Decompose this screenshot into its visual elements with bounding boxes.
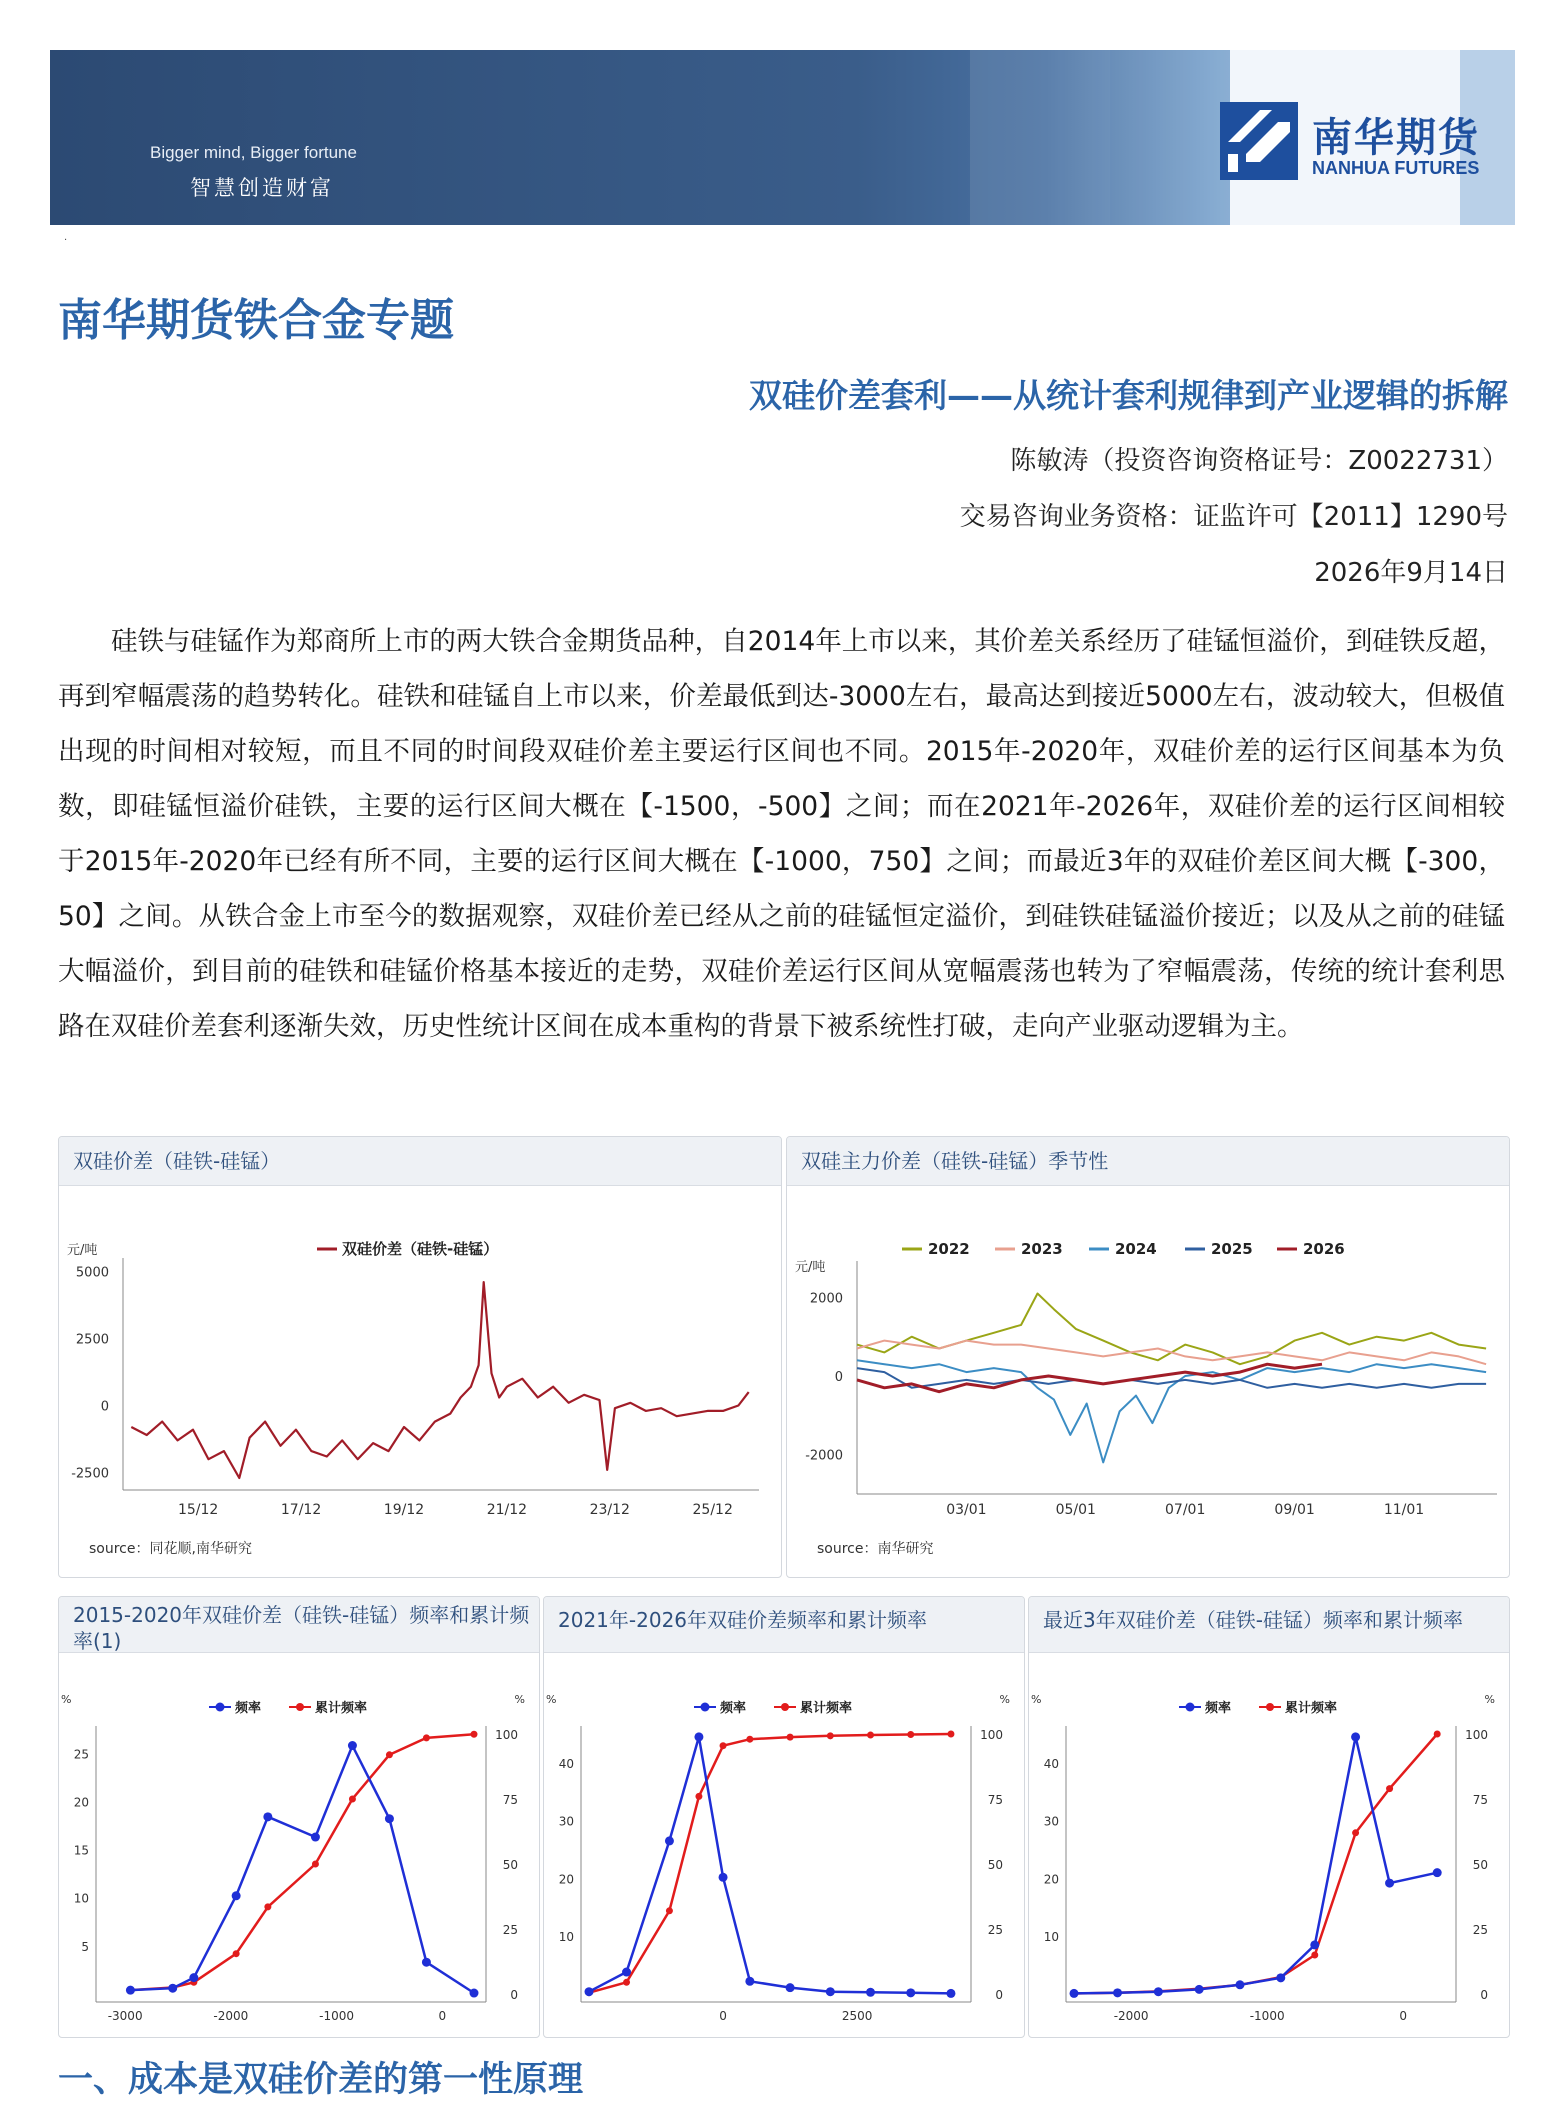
series-line-cumulative	[1074, 1734, 1437, 1994]
point-frequency	[422, 1958, 431, 1967]
point-frequency	[1070, 1989, 1079, 1998]
x-tick-label: 11/01	[1383, 1502, 1425, 1518]
point-cumulative	[787, 1734, 794, 1741]
y2-tick-label: 25	[502, 1923, 518, 1937]
point-frequency	[189, 1973, 198, 1982]
y-axis-label: 元/吨	[795, 1260, 826, 1275]
legend-label: 2022	[928, 1240, 970, 1258]
point-cumulative	[386, 1751, 393, 1758]
point-frequency	[470, 1989, 479, 1998]
y-tick-label: 0	[100, 1399, 109, 1415]
slogan-chinese: 智慧创造财富	[190, 176, 334, 200]
y-tick-label: 25	[73, 1747, 89, 1762]
point-frequency	[1235, 1980, 1244, 1989]
point-frequency	[126, 1986, 135, 1995]
x-tick-label: -2000	[1113, 2009, 1149, 2023]
legend-label: 累计频率	[1285, 1701, 1338, 1716]
legend-marker	[701, 1703, 710, 1712]
legend-marker	[296, 1703, 304, 1711]
legend-label: 2026	[1303, 1240, 1345, 1258]
chart-source: source：南华研究	[817, 1541, 934, 1557]
y-tick-label: 10	[73, 1891, 89, 1906]
y-tick-label: 40	[1043, 1756, 1059, 1771]
chart-title: 双硅主力价差（硅铁-硅锰）季节性	[787, 1137, 1509, 1186]
report-date: 2026年9月14日	[1314, 558, 1508, 588]
y-tick-label: 30	[1043, 1814, 1059, 1829]
y-tick-label: 10	[558, 1930, 574, 1945]
series-line-cumulative	[589, 1734, 951, 1993]
nanhua-logo-icon	[1220, 102, 1298, 180]
section-heading: 一、成本是双硅价差的第一性原理	[58, 2060, 584, 2100]
y2-tick-label: 75	[502, 1793, 518, 1807]
y-tick-label: 10	[1043, 1930, 1059, 1945]
x-tick-label: 0	[438, 2009, 447, 2023]
point-cumulative	[746, 1736, 753, 1743]
report-title: 双硅价差套利——从统计套利规律到产业逻辑的拆解	[749, 376, 1508, 415]
point-frequency	[1385, 1879, 1394, 1888]
report-series-title: 南华期货铁合金专题	[58, 295, 454, 346]
series-line-2022	[857, 1294, 1486, 1365]
point-frequency	[385, 1814, 394, 1823]
point-cumulative	[423, 1734, 430, 1741]
x-tick-label: -3000	[107, 2009, 143, 2023]
banner-stripe	[970, 50, 1110, 225]
y2-tick-label: 100	[980, 1728, 1003, 1742]
y-tick-label: 20	[73, 1795, 89, 1810]
y-axis-label: 元/吨	[67, 1243, 98, 1258]
seasonal-chart	[787, 1186, 1509, 1576]
freq-chart-recent-3y	[1029, 1654, 1509, 2036]
y2-tick-label: 0	[995, 1988, 1003, 2002]
y2-axis-label: %	[514, 1693, 525, 1706]
logo-text-english: NANHUA FUTURES	[1312, 158, 1480, 178]
chart-panel-spread	[58, 1136, 782, 1578]
body-paragraph-block	[58, 614, 1505, 1054]
point-frequency	[348, 1741, 357, 1750]
y-tick-label: 20	[1043, 1872, 1059, 1887]
point-frequency	[665, 1836, 674, 1845]
point-frequency	[1433, 1868, 1442, 1877]
point-frequency	[786, 1983, 795, 1992]
chart-panel-freq-2021-2026	[543, 1596, 1025, 2038]
point-cumulative	[695, 1793, 702, 1800]
banner-stripe	[1110, 50, 1230, 225]
point-frequency	[1113, 1988, 1122, 1997]
x-tick-label: -2000	[213, 2009, 249, 2023]
x-tick-label: 0	[719, 2009, 727, 2023]
legend-label: 累计频率	[315, 1701, 368, 1716]
y-tick-label: 20	[558, 1872, 574, 1887]
y2-tick-label: 25	[1472, 1923, 1488, 1937]
chart-panel-freq-2015-2020	[58, 1596, 540, 2038]
y-tick-label: -2500	[71, 1466, 109, 1482]
x-tick-label: 09/01	[1274, 1502, 1315, 1518]
point-frequency	[232, 1891, 241, 1900]
point-frequency	[585, 1987, 594, 1996]
y2-tick-label: 75	[987, 1793, 1003, 1807]
y-tick-label: 40	[558, 1756, 574, 1771]
point-cumulative	[1311, 1952, 1318, 1959]
y2-axis-label: %	[1484, 1693, 1495, 1706]
x-tick-label: 25/12	[692, 1502, 733, 1518]
y-tick-label: 30	[558, 1814, 574, 1829]
x-tick-label: 19/12	[383, 1502, 425, 1518]
point-frequency	[719, 1873, 728, 1882]
series-line-2023	[857, 1341, 1486, 1365]
point-frequency	[866, 1988, 875, 1997]
point-frequency	[1276, 1973, 1285, 1982]
chart-title: 2021年-2026年双硅价差频率和累计频率	[544, 1597, 1024, 1653]
y-axis-label: %	[546, 1693, 557, 1706]
point-cumulative	[947, 1731, 954, 1738]
y-axis-label: %	[1031, 1693, 1042, 1706]
y-tick-label: -2000	[805, 1448, 843, 1464]
x-tick-label: 15/12	[177, 1502, 219, 1518]
point-cumulative	[720, 1742, 727, 1749]
y2-tick-label: 75	[1472, 1793, 1488, 1807]
point-cumulative	[827, 1732, 834, 1739]
y2-tick-label: 50	[987, 1858, 1003, 1872]
point-cumulative	[1352, 1829, 1359, 1836]
freq-chart-2021-2026	[544, 1654, 1024, 2036]
x-tick-label: -1000	[1249, 2009, 1285, 2023]
point-cumulative	[1434, 1731, 1441, 1738]
series-line-2024	[857, 1360, 1486, 1462]
point-frequency	[826, 1987, 835, 1996]
legend-label: 2025	[1211, 1240, 1253, 1258]
y2-tick-label: 100	[1465, 1728, 1488, 1742]
legend-label: 频率	[720, 1701, 747, 1716]
chart-panel-seasonal	[786, 1136, 1510, 1578]
slogan-english: Bigger mind, Bigger fortune	[150, 143, 357, 162]
y2-tick-label: 50	[502, 1858, 518, 1872]
series-line-2026	[857, 1364, 1322, 1392]
author-line: 陈敏涛（投资咨询资格证号：Z0022731）	[1010, 446, 1508, 476]
x-tick-label: 07/01	[1165, 1502, 1206, 1518]
legend-marker	[1266, 1703, 1274, 1711]
y-tick-label: 5	[81, 1939, 89, 1954]
y2-tick-label: 100	[495, 1728, 518, 1742]
y-tick-label: 5000	[75, 1265, 109, 1281]
legend-marker	[216, 1703, 225, 1712]
point-cumulative	[666, 1907, 673, 1914]
series-line-frequency	[1074, 1737, 1437, 1994]
point-frequency	[622, 1968, 631, 1977]
point-frequency	[1154, 1987, 1163, 1996]
chart-title: 双硅价差（硅铁-硅锰）	[59, 1137, 781, 1186]
logo-text-chinese: 南华期货	[1312, 115, 1480, 161]
point-cumulative	[1386, 1785, 1393, 1792]
legend-label: 频率	[1205, 1701, 1232, 1716]
legend-marker	[781, 1703, 789, 1711]
series-line-spread	[131, 1282, 748, 1478]
page-dot: .	[64, 232, 68, 243]
point-cumulative	[312, 1861, 319, 1868]
point-frequency	[168, 1984, 177, 1993]
legend-label: 2023	[1021, 1240, 1063, 1258]
x-tick-label: 03/01	[946, 1502, 987, 1518]
header-banner	[50, 50, 1515, 225]
point-frequency	[1310, 1940, 1319, 1949]
y-tick-label: 2000	[809, 1291, 843, 1307]
body-paragraph: 硅铁与硅锰作为郑商所上市的两大铁合金期货品种，自2014年上市以来，其价差关系经历了硅锰恒溢价，到硅铁反超，再到窄幅震荡的趋势转化。硅铁和硅锰自上市以来，价差最低到达-3000左右，最高达到接近5000左右，波动较大，但极值出现的时间相对较短，而且不同的时间段双硅价差主要运行区间也不同。2015年-2020年，双硅价差的运行区间基本为负数，即硅锰恒溢价硅铁，主要的运行区间大概在【-1500，-500】之间；而在2021年-2026年，双硅价差的运行区间相较于2015年-2020年已经有所不同，主要的运行区间大概在【-1000，750】之间；而最近3年的双硅价差区间大概【-300，50】之间。从铁合金上市至今的数据观察，双硅价差已经从之前的硅锰恒定溢价，到硅铁硅锰溢价接近；以及从之前的硅锰大幅溢价，到目前的硅铁和硅锰价格基本接近的走势，双硅价差运行区间从宽幅震荡也转为了窄幅震荡，传统的统计套利思路在双硅价差套利逐渐失效，历史性统计区间在成本重构的背景下被系统性打破，走向产业驱动逻辑为主。	[58, 626, 1505, 1042]
y2-tick-label: 0	[1480, 1988, 1488, 2002]
x-tick-label: 23/12	[589, 1502, 630, 1518]
chart-title: 最近3年双硅价差（硅铁-硅锰）频率和累计频率	[1029, 1597, 1509, 1653]
chart-title: 2015-2020年双硅价差（硅铁-硅锰）频率和累计频率(1)	[59, 1597, 539, 1653]
spread-chart	[59, 1186, 781, 1576]
y-tick-label: 0	[834, 1370, 843, 1385]
legend-label: 频率	[235, 1701, 262, 1716]
freq-chart-2015-2020	[59, 1654, 539, 2036]
license-line: 交易咨询业务资格：证监许可【2011】1290号	[959, 502, 1508, 532]
series-line-frequency	[130, 1746, 474, 1993]
point-frequency	[311, 1833, 320, 1842]
point-cumulative	[471, 1731, 478, 1738]
point-cumulative	[623, 1979, 630, 1986]
point-cumulative	[907, 1731, 914, 1738]
x-tick-label: 2500	[841, 2009, 873, 2023]
point-frequency	[1195, 1985, 1204, 1994]
point-cumulative	[867, 1732, 874, 1739]
point-frequency	[263, 1812, 272, 1821]
point-frequency	[694, 1732, 703, 1741]
point-cumulative	[349, 1796, 356, 1803]
y2-axis-label: %	[999, 1693, 1010, 1706]
x-tick-label: 21/12	[486, 1502, 528, 1518]
y2-tick-label: 50	[1472, 1858, 1488, 1872]
point-frequency	[946, 1989, 955, 1998]
legend-label: 2024	[1115, 1240, 1157, 1258]
y-tick-label: 15	[73, 1843, 89, 1858]
y-axis-label: %	[61, 1693, 72, 1706]
legend-marker	[1186, 1703, 1195, 1712]
x-tick-label: 0	[1399, 2009, 1408, 2023]
legend-label: 累计频率	[800, 1701, 853, 1716]
point-cumulative	[264, 1903, 271, 1910]
point-frequency	[745, 1977, 754, 1986]
y-tick-label: 2500	[75, 1332, 109, 1348]
point-frequency	[1351, 1732, 1360, 1741]
x-tick-label: 05/01	[1055, 1502, 1096, 1518]
y2-tick-label: 25	[987, 1923, 1003, 1937]
x-tick-label: 17/12	[280, 1502, 322, 1518]
x-tick-label: -1000	[319, 2009, 355, 2023]
point-frequency	[906, 1988, 915, 1997]
chart-source: source：同花顺,南华研究	[89, 1541, 252, 1557]
y2-tick-label: 0	[510, 1988, 518, 2002]
legend-label: 双硅价差（硅铁-硅锰）	[342, 1240, 499, 1258]
point-cumulative	[233, 1950, 240, 1957]
chart-panel-freq-recent	[1028, 1596, 1510, 2038]
